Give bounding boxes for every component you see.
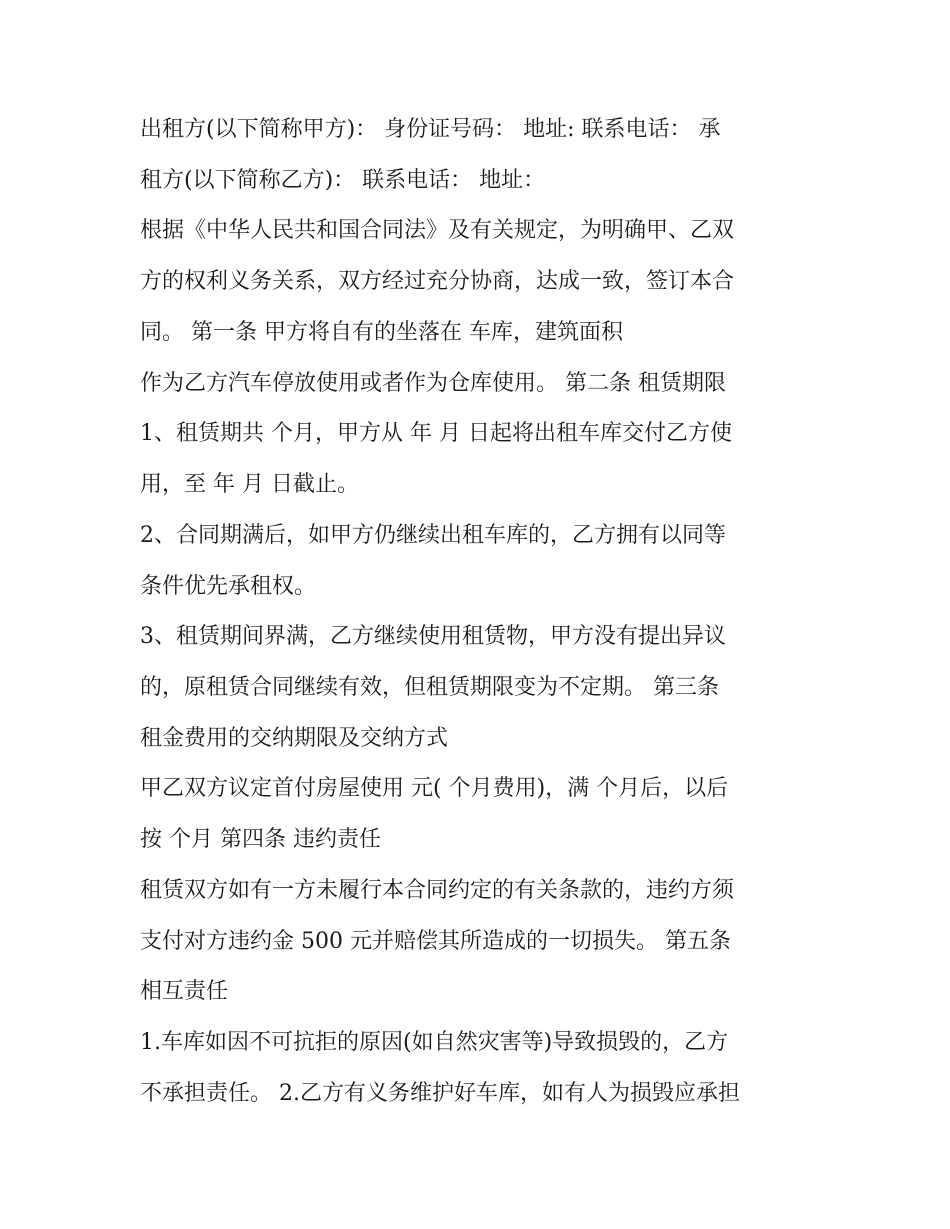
text-line: 相互责任 xyxy=(140,979,229,1004)
text-line: 1.车库如因不可抗拒的原因(如自然灾害等)导致损毁的，乙方 xyxy=(140,1030,729,1055)
text-line: 同。 第一条 甲方将自有的坐落在 车库，建筑面积 xyxy=(140,320,623,345)
text-line: 条件优先承租权。 xyxy=(140,574,317,599)
text-line: 2、合同期满后，如甲方仍继续出租车库的，乙方拥有以同等 xyxy=(140,523,726,548)
text-line: 不承担责任。 2.乙方有义务维护好车库，如有人为损毁应承担 xyxy=(140,1081,740,1106)
text-line: 1、租赁期共 个月，甲方从 年 月 日起将出租车库交付乙方使 xyxy=(140,421,732,446)
text-line: 根据《中华人民共和国合同法》及有关规定，为明确甲、乙双 xyxy=(140,218,735,243)
text-line: 方的权利义务关系，双方经过充分协商，达成一致，签订本合 xyxy=(140,269,735,294)
text-line: 支付对方违约金 500 元并赔偿其所造成的一切损失。 第五条 xyxy=(140,929,731,954)
text-line: 的，原租赁合同继续有效，但租赁期限变为不定期。 第三条 xyxy=(140,675,719,700)
text-line: 出租方(以下简称甲方)： 身份证号码： 地址: 联系电话： 承 xyxy=(140,117,721,142)
text-line: 3、租赁期间界满，乙方继续使用租赁物，甲方没有提出异议 xyxy=(140,624,726,649)
text-line: 租赁双方如有一方未履行本合同约定的有关条款的，违约方须 xyxy=(140,878,735,903)
text-line: 按 个月 第四条 违约责任 xyxy=(140,827,381,852)
text-line: 用，至 年 月 日截止。 xyxy=(140,472,359,497)
text-line: 租金费用的交纳期限及交纳方式 xyxy=(140,726,449,751)
text-line: 甲乙双方议定首付房屋使用 元( 个月费用)，满 个月后，以后 xyxy=(140,776,729,801)
text-line: 作为乙方汽车停放使用或者作为仓库使用。 第二条 租赁期限 xyxy=(140,371,726,396)
text-line: 租方(以下简称乙方)： 联系电话： 地址： xyxy=(140,168,546,193)
